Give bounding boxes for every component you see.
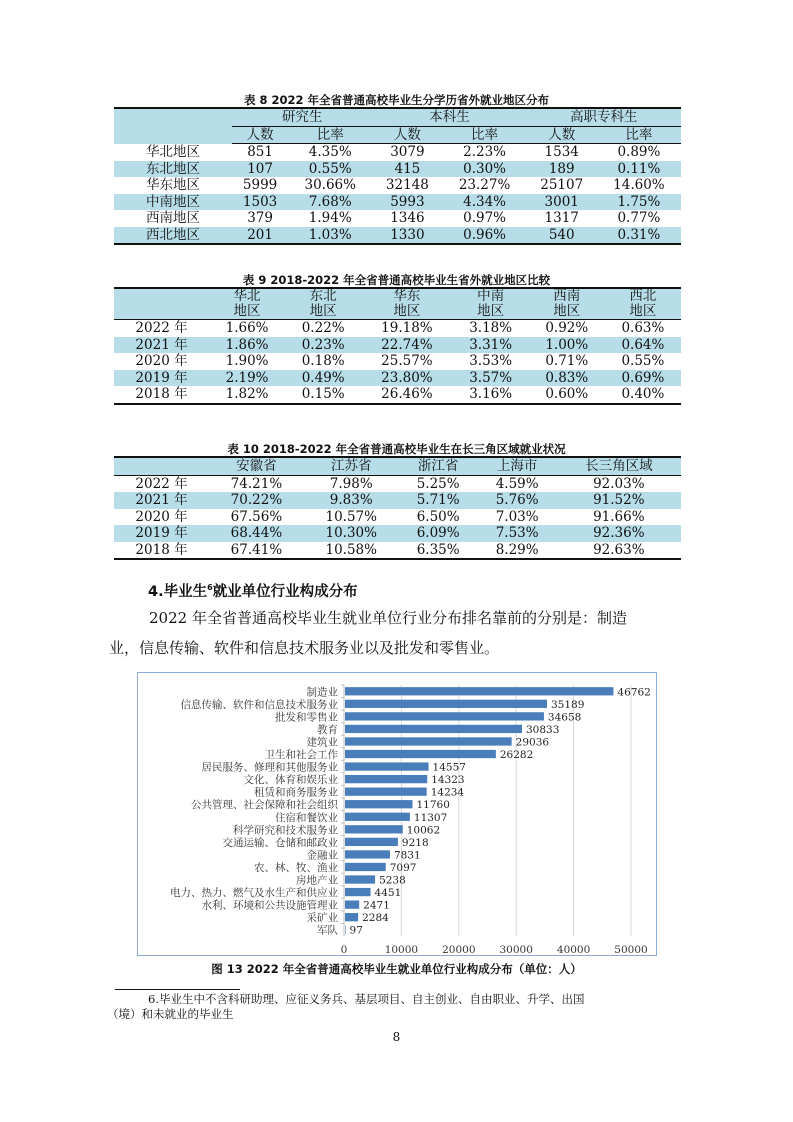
value-cell: 0.63% (621, 320, 665, 336)
category-label: 批发和零售业 (275, 711, 338, 724)
year-cell: 2021 年 (135, 336, 188, 353)
value-cell: 67.56% (230, 508, 283, 525)
bar (345, 926, 346, 934)
table8-subheader: 人数 (372, 126, 442, 144)
table8-row (114, 177, 681, 194)
bar (345, 737, 512, 745)
table8-subheader: 人数 (527, 126, 597, 144)
value-cell: 4.34% (463, 193, 506, 210)
data-label: 9218 (401, 836, 429, 849)
data-label: 34658 (547, 711, 582, 724)
table9-row (114, 353, 681, 370)
table8-corner (114, 108, 232, 144)
table10-caption: 表 10 2018-2022 年全省普通高校毕业生在长三角区域就业状况 (227, 442, 566, 456)
data-label: 11760 (416, 799, 450, 812)
table10-header: 浙江省 (399, 457, 478, 475)
bar (345, 850, 390, 858)
value-cell: 1317 (544, 210, 579, 226)
table8-caption: 表 8 2022 年全省普通高校毕业生分学历省外就业地区分布 (243, 93, 550, 107)
value-cell: 0.55% (308, 160, 352, 177)
category-label: 卫生和社会工作 (264, 749, 338, 762)
bar (345, 838, 398, 846)
value-cell: 74.21% (230, 475, 283, 492)
category-label: 房地产业 (296, 874, 338, 887)
paragraph-line: 业，信息传输、软件和信息技术服务业以及批发和零售业。 (109, 639, 500, 657)
category-label: 军队 (317, 924, 338, 937)
value-cell: 1503 (242, 193, 278, 210)
table10-header: 安徽省 (209, 457, 304, 475)
value-cell: 1.90% (225, 353, 269, 369)
value-cell: 0.11% (617, 160, 661, 177)
value-cell: 3.31% (469, 336, 513, 353)
value-cell: 70.22% (230, 492, 283, 508)
header-line: 东北 (309, 288, 337, 304)
bar (345, 825, 403, 833)
region-cell: 中南地区 (146, 193, 200, 210)
value-cell: 4.35% (308, 144, 352, 160)
value-cell: 540 (548, 226, 575, 243)
value-cell: 0.30% (463, 160, 506, 177)
year-cell: 2022 年 (135, 320, 188, 336)
header-line: 西北 (629, 288, 657, 304)
header-line: 地区 (553, 303, 581, 319)
table8-row (114, 144, 681, 161)
value-cell: 0.40% (621, 386, 665, 402)
value-cell: 1.66% (225, 320, 269, 336)
page-number: 8 (392, 1030, 401, 1044)
table8-subheader: 比率 (597, 126, 681, 144)
section-title-rest: 就业单位行业构成分布 (212, 584, 358, 600)
bar (345, 762, 429, 770)
value-cell: 10.58% (325, 541, 377, 558)
value-cell: 23.27% (458, 177, 511, 193)
value-cell: 67.41% (230, 541, 283, 558)
table9-header (285, 288, 361, 320)
bar (345, 813, 410, 821)
value-cell: 19.18% (381, 320, 433, 336)
bar (345, 863, 386, 871)
value-cell: 189 (548, 160, 575, 177)
bar (345, 875, 375, 883)
footnote (107, 992, 685, 1022)
region-cell: 东北地区 (146, 160, 200, 177)
table9-row (114, 320, 681, 337)
data-label: 46762 (617, 686, 651, 699)
value-cell: 0.49% (301, 369, 345, 386)
value-cell: 0.18% (301, 353, 345, 369)
value-cell: 7.53% (495, 525, 539, 541)
paragraph-line: 2022 年全省普通高校毕业生就业单位行业分布排名靠前的分别是：制造 (149, 609, 627, 627)
bar (345, 725, 522, 733)
industry-bar-chart (137, 672, 657, 956)
value-cell: 1534 (544, 144, 579, 160)
category-label: 文化、体育和娱乐业 (243, 774, 338, 787)
section-heading (148, 580, 358, 601)
value-cell: 1.94% (308, 210, 352, 226)
table9-header (605, 288, 681, 320)
data-label: 4451 (374, 887, 402, 900)
header-line: 西南 (553, 288, 581, 304)
year-cell: 2021 年 (135, 492, 188, 508)
data-label: 14323 (431, 774, 465, 787)
value-cell: 1346 (390, 210, 425, 226)
value-cell: 0.83% (545, 369, 589, 386)
footnote-line: 6.毕业生中不含科研助理、应征义务兵、基层项目、自主创业、自由职业、升学、出国 (148, 992, 585, 1006)
value-cell: 0.92% (545, 320, 589, 336)
year-cell: 2020 年 (135, 353, 188, 369)
category-label: 水利、环境和公共设施管理业 (201, 899, 338, 912)
table10-row (114, 492, 681, 509)
category-label: 租赁和商务服务业 (254, 786, 338, 799)
table8-group-header: 研究生 (232, 108, 372, 126)
value-cell: 201 (247, 226, 273, 243)
table10-corner (114, 457, 209, 475)
table8-row (114, 227, 681, 245)
value-cell: 23.80% (381, 369, 433, 386)
region-cell: 西南地区 (146, 210, 200, 226)
data-label: 30833 (525, 723, 560, 736)
header-line: 地区 (233, 303, 261, 319)
value-cell: 0.22% (301, 320, 345, 336)
table10-header: 上海市 (478, 457, 557, 475)
value-cell: 0.60% (545, 386, 589, 402)
value-cell: 0.77% (617, 210, 661, 226)
header-line: 地区 (477, 303, 505, 319)
value-cell: 68.44% (230, 525, 283, 541)
value-cell: 5993 (390, 193, 425, 210)
table8-group-header: 本科生 (372, 108, 526, 126)
value-cell: 1.03% (308, 226, 352, 243)
x-tick-label: 50000 (614, 944, 648, 955)
table10-header: 江苏省 (304, 457, 399, 475)
footnote-ref[interactable]: 6 (207, 583, 213, 592)
category-label: 建筑业 (306, 736, 338, 749)
value-cell: 7.03% (495, 508, 539, 525)
value-cell: 3079 (390, 144, 425, 160)
year-cell: 2019 年 (135, 525, 188, 541)
category-label: 农、林、牧、渔业 (254, 861, 338, 874)
footnote-divider (115, 989, 240, 990)
value-cell: 3.16% (469, 386, 513, 402)
category-label: 金融业 (306, 849, 338, 862)
value-cell: 91.52% (593, 492, 645, 508)
table10-row (114, 542, 681, 560)
data-label: 2284 (362, 912, 389, 925)
data-label: 26282 (499, 749, 534, 762)
value-cell: 3.18% (469, 320, 513, 336)
value-cell: 8.29% (495, 541, 539, 558)
value-cell: 0.64% (621, 336, 665, 353)
category-label: 制造业 (306, 686, 338, 699)
figure-caption: 图 13 2022 年全省普通高校毕业生就业单位行业构成分布（单位：人） (211, 962, 582, 976)
value-cell: 7.98% (329, 475, 373, 492)
table10-row (114, 525, 681, 542)
data-label: 7831 (393, 849, 421, 862)
value-cell: 3001 (544, 193, 579, 210)
value-cell: 0.97% (463, 210, 506, 226)
body-paragraph (109, 603, 685, 663)
value-cell: 2.23% (463, 144, 506, 160)
value-cell: 0.96% (463, 226, 506, 243)
table9-header (361, 288, 452, 320)
value-cell: 91.66% (593, 508, 645, 525)
value-cell: 6.50% (416, 508, 460, 525)
category-label: 居民服务、修理和其他服务业 (201, 761, 338, 774)
value-cell: 25.57% (381, 353, 433, 369)
footnote-line: （境）和未就业的毕业生 (107, 1007, 234, 1021)
value-cell: 32148 (385, 177, 429, 193)
bar (345, 775, 427, 783)
bar (345, 700, 547, 708)
value-cell: 10.30% (325, 525, 377, 541)
table10-header: 长三角区域 (557, 457, 681, 475)
value-cell: 14.60% (613, 177, 665, 193)
x-tick-label: 20000 (442, 944, 476, 955)
year-cell: 2022 年 (135, 475, 188, 492)
value-cell: 6.35% (416, 541, 460, 558)
value-cell: 1330 (390, 226, 425, 243)
data-label: 2471 (363, 899, 390, 912)
table9-header (453, 288, 529, 320)
value-cell: 0.69% (621, 369, 665, 386)
value-cell: 10.57% (325, 508, 377, 525)
table9-row (114, 370, 681, 387)
value-cell: 25107 (540, 177, 584, 193)
value-cell: 379 (247, 210, 273, 226)
value-cell: 5.25% (416, 475, 460, 492)
value-cell: 2.19% (225, 369, 269, 386)
category-label: 住宿和餐饮业 (275, 811, 338, 824)
table9-caption: 表 9 2018-2022 年全省普通高校毕业生省外就业地区比较 (242, 273, 551, 287)
value-cell: 92.36% (593, 525, 645, 541)
table10-row (114, 509, 681, 526)
value-cell: 1.75% (617, 193, 661, 210)
table9-header (209, 288, 285, 320)
value-cell: 851 (247, 144, 273, 160)
x-tick-label: 10000 (384, 944, 419, 955)
table10-row (114, 475, 681, 492)
header-line: 中南 (477, 288, 505, 304)
value-cell: 3.57% (469, 369, 513, 386)
category-label: 教育 (317, 723, 338, 736)
region-cell: 西北地区 (146, 226, 200, 243)
value-cell: 3.53% (469, 353, 513, 369)
value-cell: 107 (247, 160, 273, 177)
table8-row (114, 194, 681, 211)
table9-corner (114, 288, 209, 320)
value-cell: 0.89% (617, 144, 661, 160)
value-cell: 30.66% (304, 177, 356, 193)
value-cell: 9.83% (329, 492, 373, 508)
table9-header (529, 288, 605, 320)
value-cell: 415 (394, 160, 421, 177)
x-tick-label: 0 (340, 944, 348, 955)
value-cell: 26.46% (381, 386, 433, 402)
value-cell: 1.86% (225, 336, 269, 353)
region-cell: 华北地区 (146, 143, 200, 160)
data-label: 14557 (432, 761, 466, 774)
data-label: 7097 (389, 861, 417, 874)
data-label: 97 (349, 924, 363, 937)
value-cell: 0.15% (301, 386, 345, 402)
value-cell: 7.68% (308, 193, 352, 210)
category-label: 信息传输、软件和信息技术服务业 (180, 698, 338, 711)
data-label: 29036 (515, 736, 550, 749)
value-cell: 1.82% (225, 386, 269, 402)
value-cell: 92.63% (593, 541, 645, 558)
category-label: 电力、热力、燃气及水生产和供应业 (170, 887, 338, 900)
value-cell: 0.31% (617, 226, 661, 243)
table9-row (114, 386, 681, 404)
chart-canvas (138, 673, 656, 955)
bar (345, 788, 427, 796)
header-line: 地区 (629, 303, 657, 319)
bar (345, 888, 371, 896)
value-cell: 6.09% (416, 525, 460, 541)
bar (345, 800, 413, 808)
value-cell: 4.59% (495, 475, 539, 492)
bar (345, 712, 544, 720)
x-tick-label: 40000 (556, 944, 591, 955)
header-line: 华北 (233, 288, 261, 304)
bar (345, 687, 613, 695)
bar (345, 913, 358, 921)
data-label: 5238 (379, 874, 406, 887)
value-cell: 1.00% (545, 336, 589, 353)
header-line: 华东 (393, 288, 421, 304)
value-cell: 0.23% (301, 336, 345, 353)
year-cell: 2019 年 (135, 369, 188, 386)
header-line: 地区 (309, 303, 337, 319)
bar (345, 900, 359, 908)
table8-group-header: 高职专科生 (527, 108, 681, 126)
data-label: 14234 (430, 786, 465, 799)
x-tick-label: 30000 (499, 944, 533, 955)
table8-subheader: 比率 (442, 126, 526, 144)
value-cell: 92.03% (593, 475, 645, 492)
data-label: 35189 (550, 698, 585, 711)
table8-row (114, 210, 681, 227)
category-label: 采矿业 (306, 912, 338, 925)
value-cell: 5999 (242, 177, 278, 193)
value-cell: 0.55% (621, 353, 665, 369)
category-label: 交通运输、仓储和邮政业 (222, 836, 338, 849)
value-cell: 5.76% (495, 492, 539, 508)
table10 (114, 456, 681, 560)
table8-subheader: 人数 (232, 126, 288, 144)
value-cell: 5.71% (416, 492, 460, 508)
value-cell: 0.71% (545, 353, 589, 369)
table8-subheader: 比率 (288, 126, 372, 144)
year-cell: 2018 年 (135, 541, 188, 558)
data-label: 11307 (413, 811, 448, 824)
data-label: 10062 (406, 824, 441, 837)
year-cell: 2018 年 (135, 386, 188, 402)
table8 (114, 107, 681, 245)
table9-row (114, 337, 681, 354)
section-title: 4.毕业生 (148, 584, 208, 600)
table9 (114, 287, 681, 405)
header-line: 地区 (393, 303, 421, 319)
bar (345, 750, 496, 758)
region-cell: 华东地区 (146, 177, 200, 193)
category-label: 公共管理、社会保障和社会组织 (191, 799, 338, 812)
year-cell: 2020 年 (135, 508, 188, 525)
value-cell: 22.74% (381, 336, 433, 353)
table8-row (114, 161, 681, 178)
category-label: 科学研究和技术服务业 (233, 824, 338, 837)
